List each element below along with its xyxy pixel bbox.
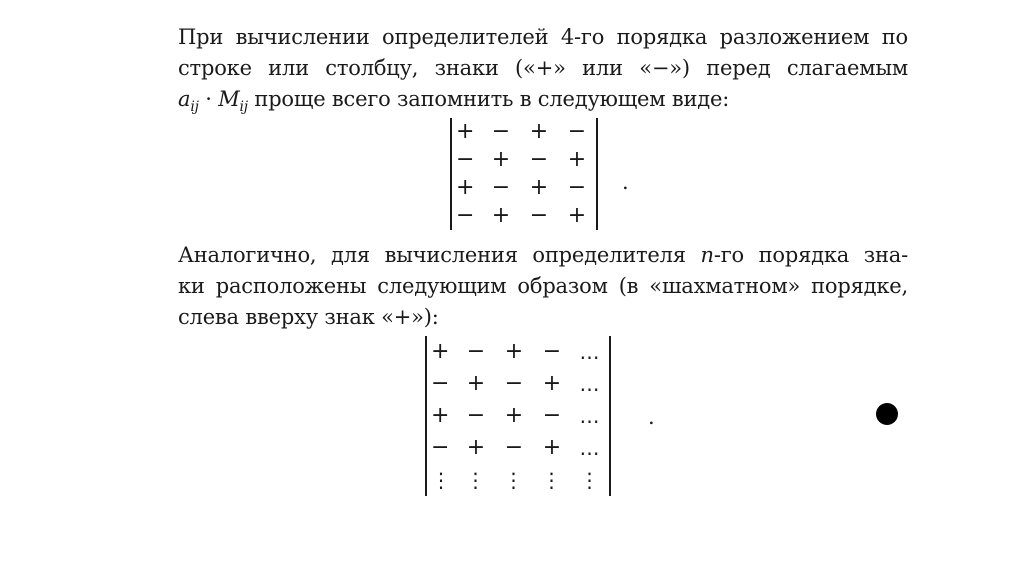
matrix-row [427, 400, 609, 432]
matrix-cell: + [431, 339, 450, 364]
matrix-row [427, 368, 609, 400]
matrix-cell: + [529, 119, 549, 144]
matrix-row [452, 146, 596, 174]
matrix-cell: + [529, 175, 549, 200]
paragraph1-line3-text: проще всего запомнить в следующем виде: [247, 87, 730, 111]
math-M: M [218, 87, 240, 111]
matrix-cell: − [466, 339, 486, 364]
matrix-cell: + [491, 203, 511, 228]
matrix-cell: ⋮ [431, 468, 452, 492]
paragraph2-line2: ки расположены следующим образом (в «шахматном» порядке, [178, 274, 908, 298]
matrix-cell: + [491, 147, 511, 172]
matrix-cell: − [504, 371, 524, 396]
matrix-row [427, 336, 609, 368]
paragraph1-line2: строке или столбцу, знаки («+» или «−») перед слагаемым [178, 56, 908, 80]
matrix-cell: − [456, 203, 475, 228]
matrix-cell: + [567, 203, 587, 228]
matrix-cell: ⋮ [465, 468, 487, 492]
matrix-row [452, 202, 596, 230]
matrix-cell: − [431, 435, 450, 460]
matrix-cell: + [504, 339, 524, 364]
matrix1-period: . [622, 170, 629, 194]
matrix-cell: + [504, 403, 524, 428]
paragraph2-line3: слева вверху знак «+»): [178, 305, 439, 329]
matrix-row [427, 432, 609, 464]
bullet-dot [876, 403, 898, 425]
matrix-cell: − [567, 175, 587, 200]
matrix-cell: + [542, 435, 562, 460]
math-dot: · [198, 87, 219, 111]
paragraph2-line1-pre: Аналогично, для вычисления определителя [178, 243, 701, 267]
matrix-cell: + [466, 371, 486, 396]
matrix-cell: … [579, 404, 601, 428]
paragraph-determinant-nth-order [178, 240, 908, 333]
matrix2-period: . [648, 405, 655, 429]
matrix-cell: − [529, 203, 549, 228]
matrix-cell: − [466, 403, 486, 428]
matrix-cell: + [466, 435, 486, 460]
math-M-subscript: ij [239, 99, 248, 115]
paragraph2-line1-post: -го порядка зна- [713, 243, 908, 267]
matrix-cell: … [579, 340, 601, 364]
math-a: a [178, 87, 191, 111]
matrix-cell: − [431, 371, 450, 396]
matrix-row [452, 118, 596, 146]
matrix-cell: + [567, 147, 587, 172]
matrix-row [452, 174, 596, 202]
sign-matrix-nxn [425, 336, 611, 496]
matrix-cell: + [431, 403, 450, 428]
matrix-cell: − [504, 435, 524, 460]
matrix-cell: + [542, 371, 562, 396]
paragraph1-line1: При вычислении определителей 4-го порядка разложением по [178, 25, 908, 49]
matrix-row [427, 464, 609, 496]
matrix-cell: ⋮ [503, 468, 525, 492]
matrix-cell: … [579, 436, 601, 460]
math-n: n [700, 243, 714, 267]
matrix-cell: − [491, 175, 511, 200]
paragraph2-line1 [178, 240, 908, 271]
matrix-cell: − [456, 147, 475, 172]
matrix-cell: − [567, 119, 587, 144]
sign-matrix-4x4 [450, 118, 598, 230]
paragraph-determinant-4th-order [178, 22, 908, 123]
matrix-cell: ⋮ [541, 468, 563, 492]
matrix-cell: ⋮ [579, 468, 601, 492]
matrix-cell: − [491, 119, 511, 144]
matrix-cell: + [456, 119, 475, 144]
matrix-cell: − [542, 403, 562, 428]
matrix-cell: − [542, 339, 562, 364]
matrix-cell: … [579, 372, 601, 396]
matrix-cell: − [529, 147, 549, 172]
matrix-cell: + [456, 175, 475, 200]
math-a-subscript: ij [190, 99, 199, 115]
